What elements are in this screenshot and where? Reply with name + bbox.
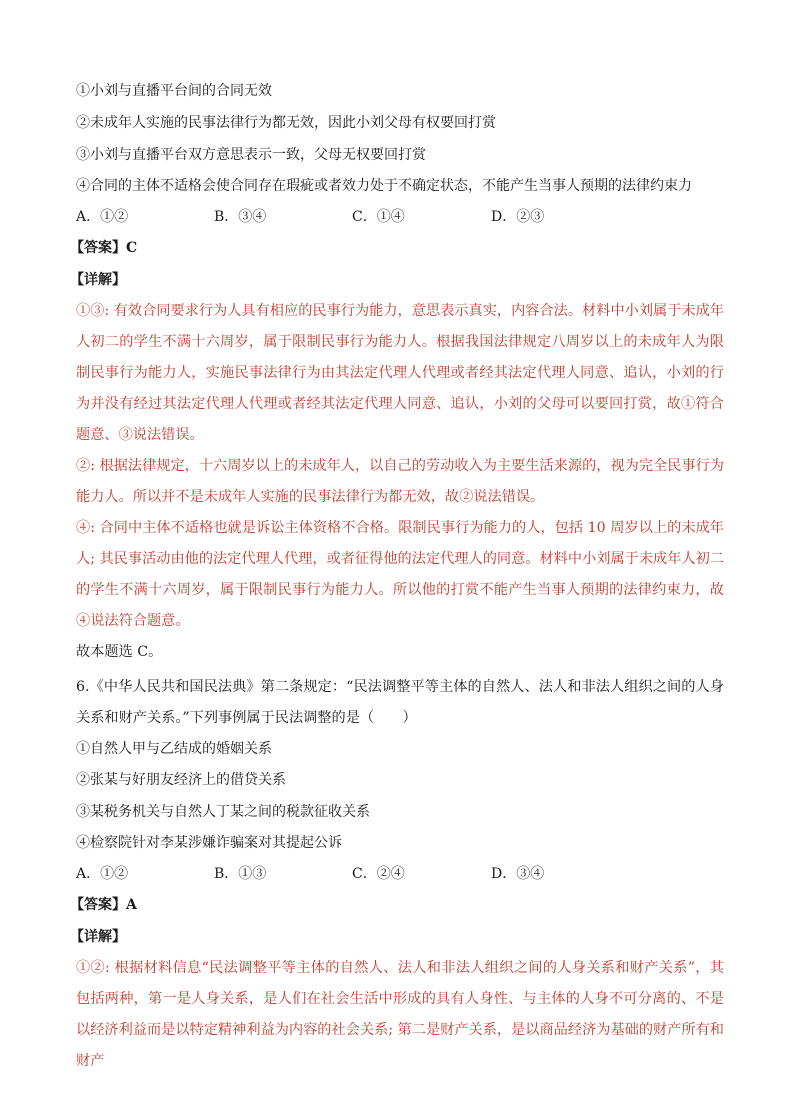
q6-detail-label: 【详解】 bbox=[70, 929, 126, 945]
q5-option-d: D．②③ bbox=[491, 209, 545, 225]
q6-explanation: ①②: 根据材料信息“民法调整平等主体的自然人、法人和非法人组织之间的人身关系和财产关系”，其包括两种，第一是人身关系，是人们在社会生活中形成的具有人身性、与主体的人身不可分离的、不是以经济利益而是以特定精神利益为内容的社会关系; 第二是财产关系，是以商品经济为基础的财产所有和财产 bbox=[76, 960, 724, 1069]
q5-item-4: ④合同的主体不适格会使合同存在瑕疵或者效力处于不确定状态，不能产生当事人预期的法律约束力 bbox=[76, 178, 692, 194]
q5-item-2: ②未成年人实施的民事法律行为都无效，因此小刘父母有权要回打赏 bbox=[76, 115, 496, 131]
q5-explanation-p1: ①③: 有效合同要求行为人具有相应的民事行为能力，意思表示真实，内容合法。材料中小刘属于未成年人初二的学生不满十六周岁，属于限制民事行为能力人。根据我国法律规定八周岁以上的未成年人为限制民事行为能力人，实施民事法律行为由其法定代理人代理或者经其法定代理人同意、追认，小刘的行为并没有经过其法定代理人代理或者经其法定代理人同意、追认，小刘的父母可以要回打赏，故①符合题意、③说法错误。 bbox=[76, 303, 724, 443]
q6-item-2: ②张某与好朋友经济上的借贷关系 bbox=[76, 772, 286, 788]
q5-detail-label: 【详解】 bbox=[70, 272, 126, 288]
q5-option-c: C．①④ bbox=[352, 209, 405, 225]
q5-option-a: A．①② bbox=[76, 209, 129, 225]
q5-explanation-p2: ②: 根据法律规定，十六周岁以上的未成年人，以自己的劳动收入为主要生活来源的，视为完全民事行为能力人。所以并不是未成年人实施的民事法律行为都无效，故②说法错误。 bbox=[76, 458, 724, 505]
q5-option-b: B．③④ bbox=[214, 209, 267, 225]
q6-item-1: ①自然人甲与乙结成的婚姻关系 bbox=[76, 741, 272, 757]
q6-answer: 【答案】A bbox=[70, 897, 137, 913]
q6-option-c: C．②④ bbox=[352, 866, 405, 882]
q6-item-4: ④检察院针对李某涉嫌诈骗案对其提起公诉 bbox=[76, 835, 342, 851]
q6-option-b: B．①③ bbox=[214, 866, 267, 882]
q5-conclusion: 故本题选 C。 bbox=[76, 644, 163, 660]
q5-item-1: ①小刘与直播平台间的合同无效 bbox=[76, 83, 272, 99]
q6-item-3: ③某税务机关与自然人丁某之间的税款征收关系 bbox=[76, 804, 370, 820]
q5-item-3: ③小刘与直播平台双方意思表示一致，父母无权要回打赏 bbox=[76, 147, 426, 163]
q6-option-a: A．①② bbox=[76, 866, 129, 882]
q5-answer: 【答案】C bbox=[70, 240, 138, 256]
q5-explanation-p3: ④: 合同中主体不适格也就是诉讼主体资格不合格。限制民事行为能力的人，包括 10 周岁以上的未成年人; 其民事活动由他的法定代理人代理，或者征得他的法定代理人的同意。材料中小刘属于未成年人初二的学生不满十六周岁，属于限制民事行为能力人。所以他的打赏不能产生当事人预期的法律约束力，故④说法符合题意。 bbox=[76, 520, 724, 629]
q5-explanation bbox=[76, 296, 724, 668]
q6-option-d: D．③④ bbox=[491, 866, 545, 882]
q6-stem: 6.《中华人民共和国民法典》第二条规定：“民法调整平等主体的自然人、法人和非法人组织之间的人身关系和财产关系。”下列事例属于民法调整的是（ ） bbox=[76, 679, 724, 726]
